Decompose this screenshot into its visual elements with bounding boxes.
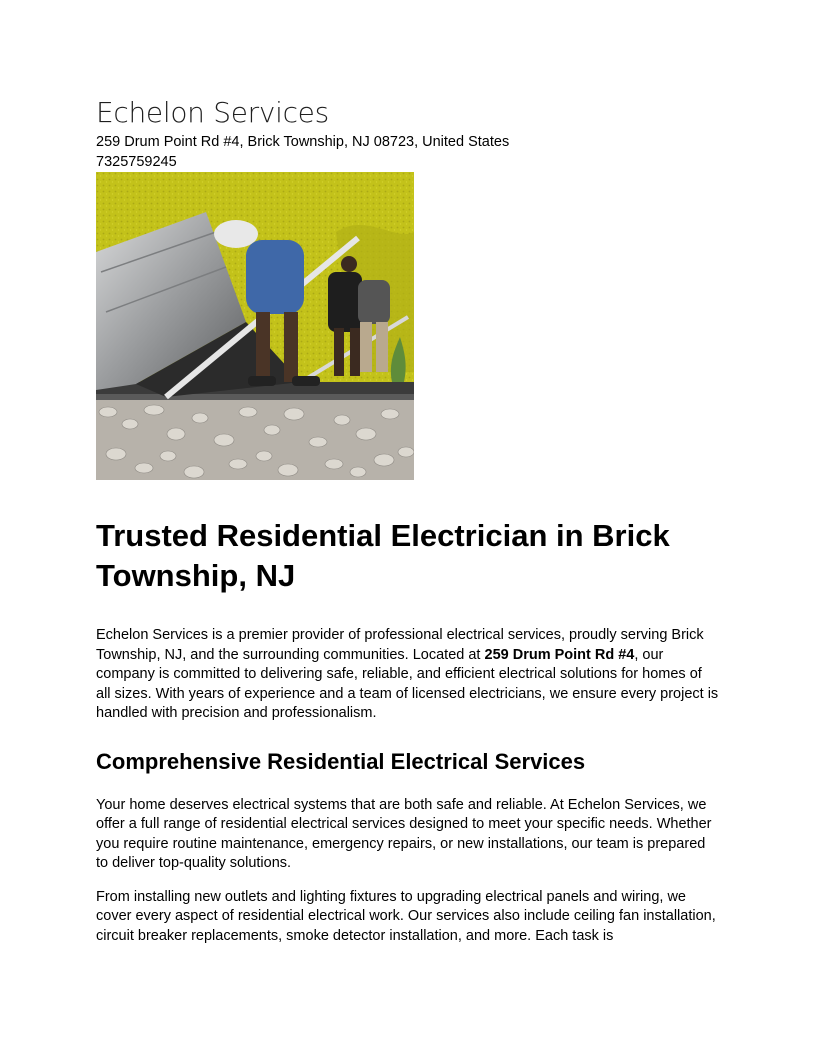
document-page <box>96 96 720 946</box>
hero-image <box>96 172 414 480</box>
business-contact <box>96 132 720 172</box>
business-address: 259 Drum Point Rd #4, Brick Township, NJ 08723, United States <box>96 134 510 150</box>
intro-text-start: Echelon Services is a premier provider of professional electrical services, proudly serving Brick Township, NJ, and the surrounding communities. Located at <box>96 627 704 663</box>
page-title: Trusted Residential Electrician in Brick Township, NJ <box>96 518 670 593</box>
business-phone: 7325759245 <box>96 154 177 170</box>
intro-text-end: , our company is committed to delivering safe, reliable, and efficient electrical solutions for homes of all sizes. With years of experience and a team of licensed electricians, we ensure every project is handled with precision and professionalism. <box>96 646 719 721</box>
business-name: Echelon Services <box>96 96 329 129</box>
section-paragraph-1: Your home deserves electrical systems that are both safe and reliable. At Echelon Services, we offer a full range of residential electrical services designed to meet your specific needs. Whether you require routine maintenance, emergency repairs, or new installations, our team is prepared to deliver top-quality solutions. <box>96 796 712 871</box>
section-paragraph-2: From installing new outlets and lighting fixtures to upgrading electrical panels and wiring, we cover every aspect of residential electrical work. Our services also include ceiling fan installation, circuit breaker replacements, smoke detector installation, and more. Each task is <box>96 888 716 944</box>
section-heading: Comprehensive Residential Electrical Services <box>96 748 586 774</box>
workers-moving-equipment-photo-icon <box>96 172 414 480</box>
intro-bold-address: 259 Drum Point Rd #4 <box>484 646 635 663</box>
intro-paragraph <box>96 626 720 724</box>
